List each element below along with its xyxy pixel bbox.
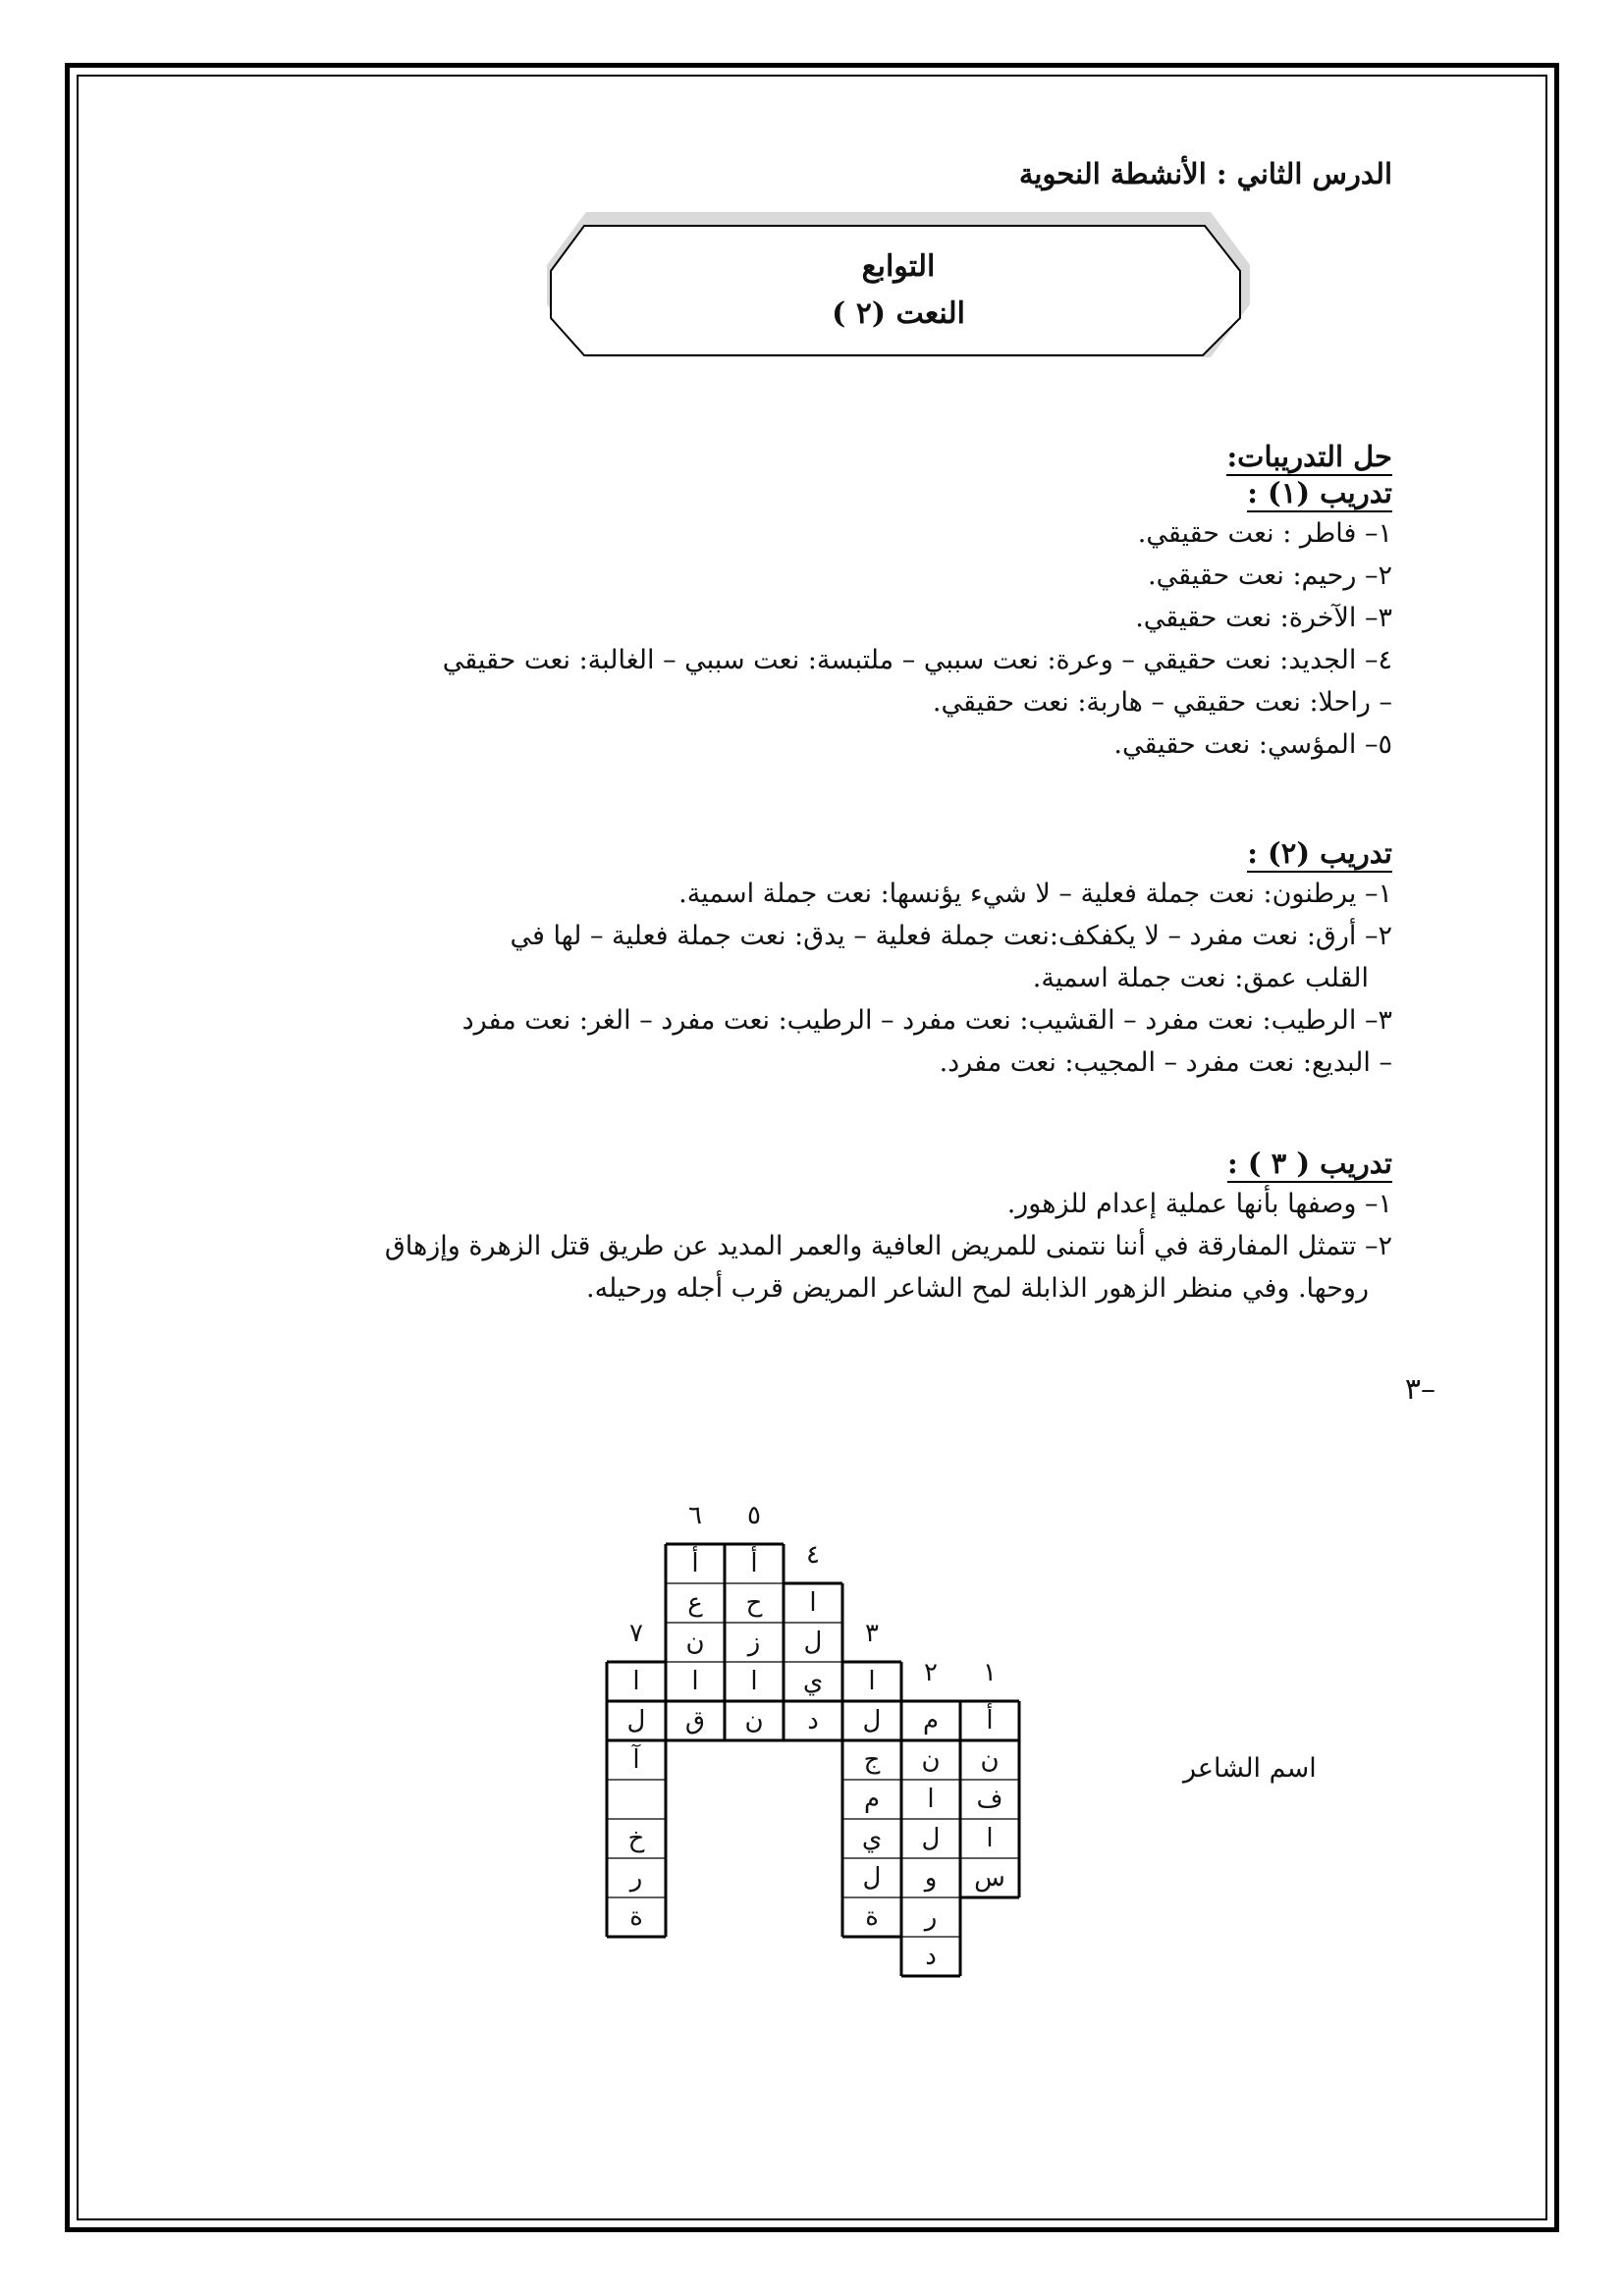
crossword-cell-letter: ج: [863, 1745, 881, 1775]
crossword-cell-letter: ا: [927, 1785, 935, 1814]
crossword-clue-number: ١: [983, 1658, 997, 1687]
exercise-heading: تدريب (١) :: [1247, 476, 1392, 512]
crossword-cell-letter: أ: [986, 1706, 994, 1735]
crossword-cell-letter: آ: [632, 1745, 640, 1775]
answer-line: ٥– المؤسي: نعت حقيقي.: [1113, 728, 1392, 760]
crossword-cell-letter: ل: [862, 1706, 882, 1735]
exercise-heading: تدريب ( ٣ ) :: [1227, 1147, 1392, 1183]
crossword-clue-number: ٥: [747, 1501, 761, 1530]
answer-line: ١– فاطر : نعت حقيقي.: [1137, 517, 1392, 549]
banner-subtitle: النعت (٢ ): [832, 296, 965, 331]
crossword-clue-number: ٢: [924, 1658, 938, 1687]
crossword-cell-letter: ا: [868, 1667, 876, 1696]
lesson-title: الدرس الثاني : الأنشطة النحوية: [1018, 157, 1392, 190]
crossword-cell-letter: ا: [809, 1588, 817, 1618]
crossword-cell-letter: د: [807, 1706, 819, 1735]
crossword-cell-letter: ر: [629, 1863, 643, 1893]
crossword-cell-letter: ق: [684, 1706, 706, 1735]
answer-line: – راحلا: نعت حقيقي – هاربة: نعت حقيقي.: [932, 686, 1392, 718]
answer-line: ١– وصفها بأنها عملية إعدام للزهور.: [1006, 1188, 1392, 1219]
crossword-clue-number: ٧: [629, 1619, 643, 1648]
crossword-cell-letter: ل: [921, 1824, 941, 1853]
answer-line: ٣– الآخرة: نعت حقيقي.: [1135, 602, 1392, 633]
answer-line: ١– يرطنون: نعت جملة فعلية – لا شيء يؤنسها: نعت جملة اسمية.: [678, 878, 1392, 909]
crossword-cell-letter: ف: [976, 1785, 1003, 1814]
answer-line: القلب عمق: نعت جملة اسمية.: [1032, 962, 1369, 993]
crossword-cell-letter: ا: [632, 1667, 640, 1696]
crossword-cell-letter: ل: [862, 1863, 882, 1893]
crossword-clue-number: ٤: [806, 1540, 820, 1570]
crossword-cell-letter: ن: [921, 1745, 941, 1775]
crossword-cell-letter: ل: [626, 1706, 646, 1735]
crossword-cell-letter: خ: [627, 1824, 645, 1853]
crossword-cell-letter: م: [922, 1706, 940, 1735]
solutions-heading: حل التدريبات:: [1226, 440, 1392, 476]
crossword-cell-letter: ع: [687, 1588, 703, 1618]
crossword-cell-letter: ر: [924, 1902, 938, 1932]
poet-name-label: اسم الشاعر: [1183, 1753, 1317, 1784]
crossword-cell-letter: ح: [745, 1588, 763, 1618]
crossword-cell-letter: ة: [629, 1902, 643, 1932]
answer-line: – البديع: نعت مفرد – المجيب: نعت مفرد.: [939, 1046, 1392, 1078]
exercise-heading: تدريب (٢) :: [1247, 836, 1392, 873]
answer-line: روحها. وفي منظر الزهور الذابلة لمح الشاعر المريض قرب أجله ورحيله.: [585, 1272, 1369, 1304]
crossword-cell-letter: ن: [744, 1706, 764, 1735]
crossword-cell-letter: ل: [803, 1628, 823, 1657]
crossword-cell-letter: و: [924, 1863, 938, 1893]
crossword-clue-number: ٣: [865, 1619, 879, 1648]
crossword-cell-letter: أ: [691, 1549, 699, 1578]
answer-line: ٢– أرق: نعت مفرد – لا يكفكف:نعت جملة فعلية – يدق: نعت جملة فعلية – لها في: [510, 920, 1392, 951]
crossword-cell-letter: ي: [861, 1824, 883, 1853]
crossword-cell-letter: د: [925, 1942, 937, 1971]
crossword-cell-letter: س: [974, 1863, 1005, 1893]
answer-line: ٢– رحيم: نعت حقيقي.: [1148, 560, 1392, 591]
answer-line: ٣– الرطيب: نعت مفرد – القشيب: نعت مفرد – الرطيب: نعت مفرد – الغر: نعت مفرد: [461, 1004, 1392, 1036]
crossword-cell-letter: ن: [980, 1745, 1000, 1775]
crossword-cell-letter: ا: [986, 1824, 994, 1853]
crossword-cell-letter: م: [863, 1785, 881, 1814]
crossword-cell-letter: أ: [750, 1549, 758, 1578]
crossword-cell-letter: ن: [685, 1628, 705, 1657]
crossword-cell-letter: [607, 1780, 666, 1819]
answer-line: ٤– الجديد: نعت حقيقي – وعرة: نعت سببي – ملتبسة: نعت سببي – الغالبة: نعت حقيقي: [442, 644, 1392, 675]
crossword-cell-letter: ي: [802, 1667, 824, 1696]
crossword-cell-letter: ا: [691, 1667, 699, 1696]
crossword-clue-number: ٦: [688, 1501, 702, 1530]
banner-title: التوابع: [861, 249, 936, 284]
answer-line: ٢– تتمثل المفارقة في أننا نتمنى للمريض العافية والعمر المديد عن طريق قتل الزهرة وإزهاق: [384, 1230, 1392, 1261]
crossword-cell-letter: ز: [747, 1628, 761, 1657]
crossword-cell-letter: ة: [865, 1902, 879, 1932]
crossword-cell-letter: ا: [750, 1667, 758, 1696]
section-number: –٣: [1404, 1372, 1435, 1407]
